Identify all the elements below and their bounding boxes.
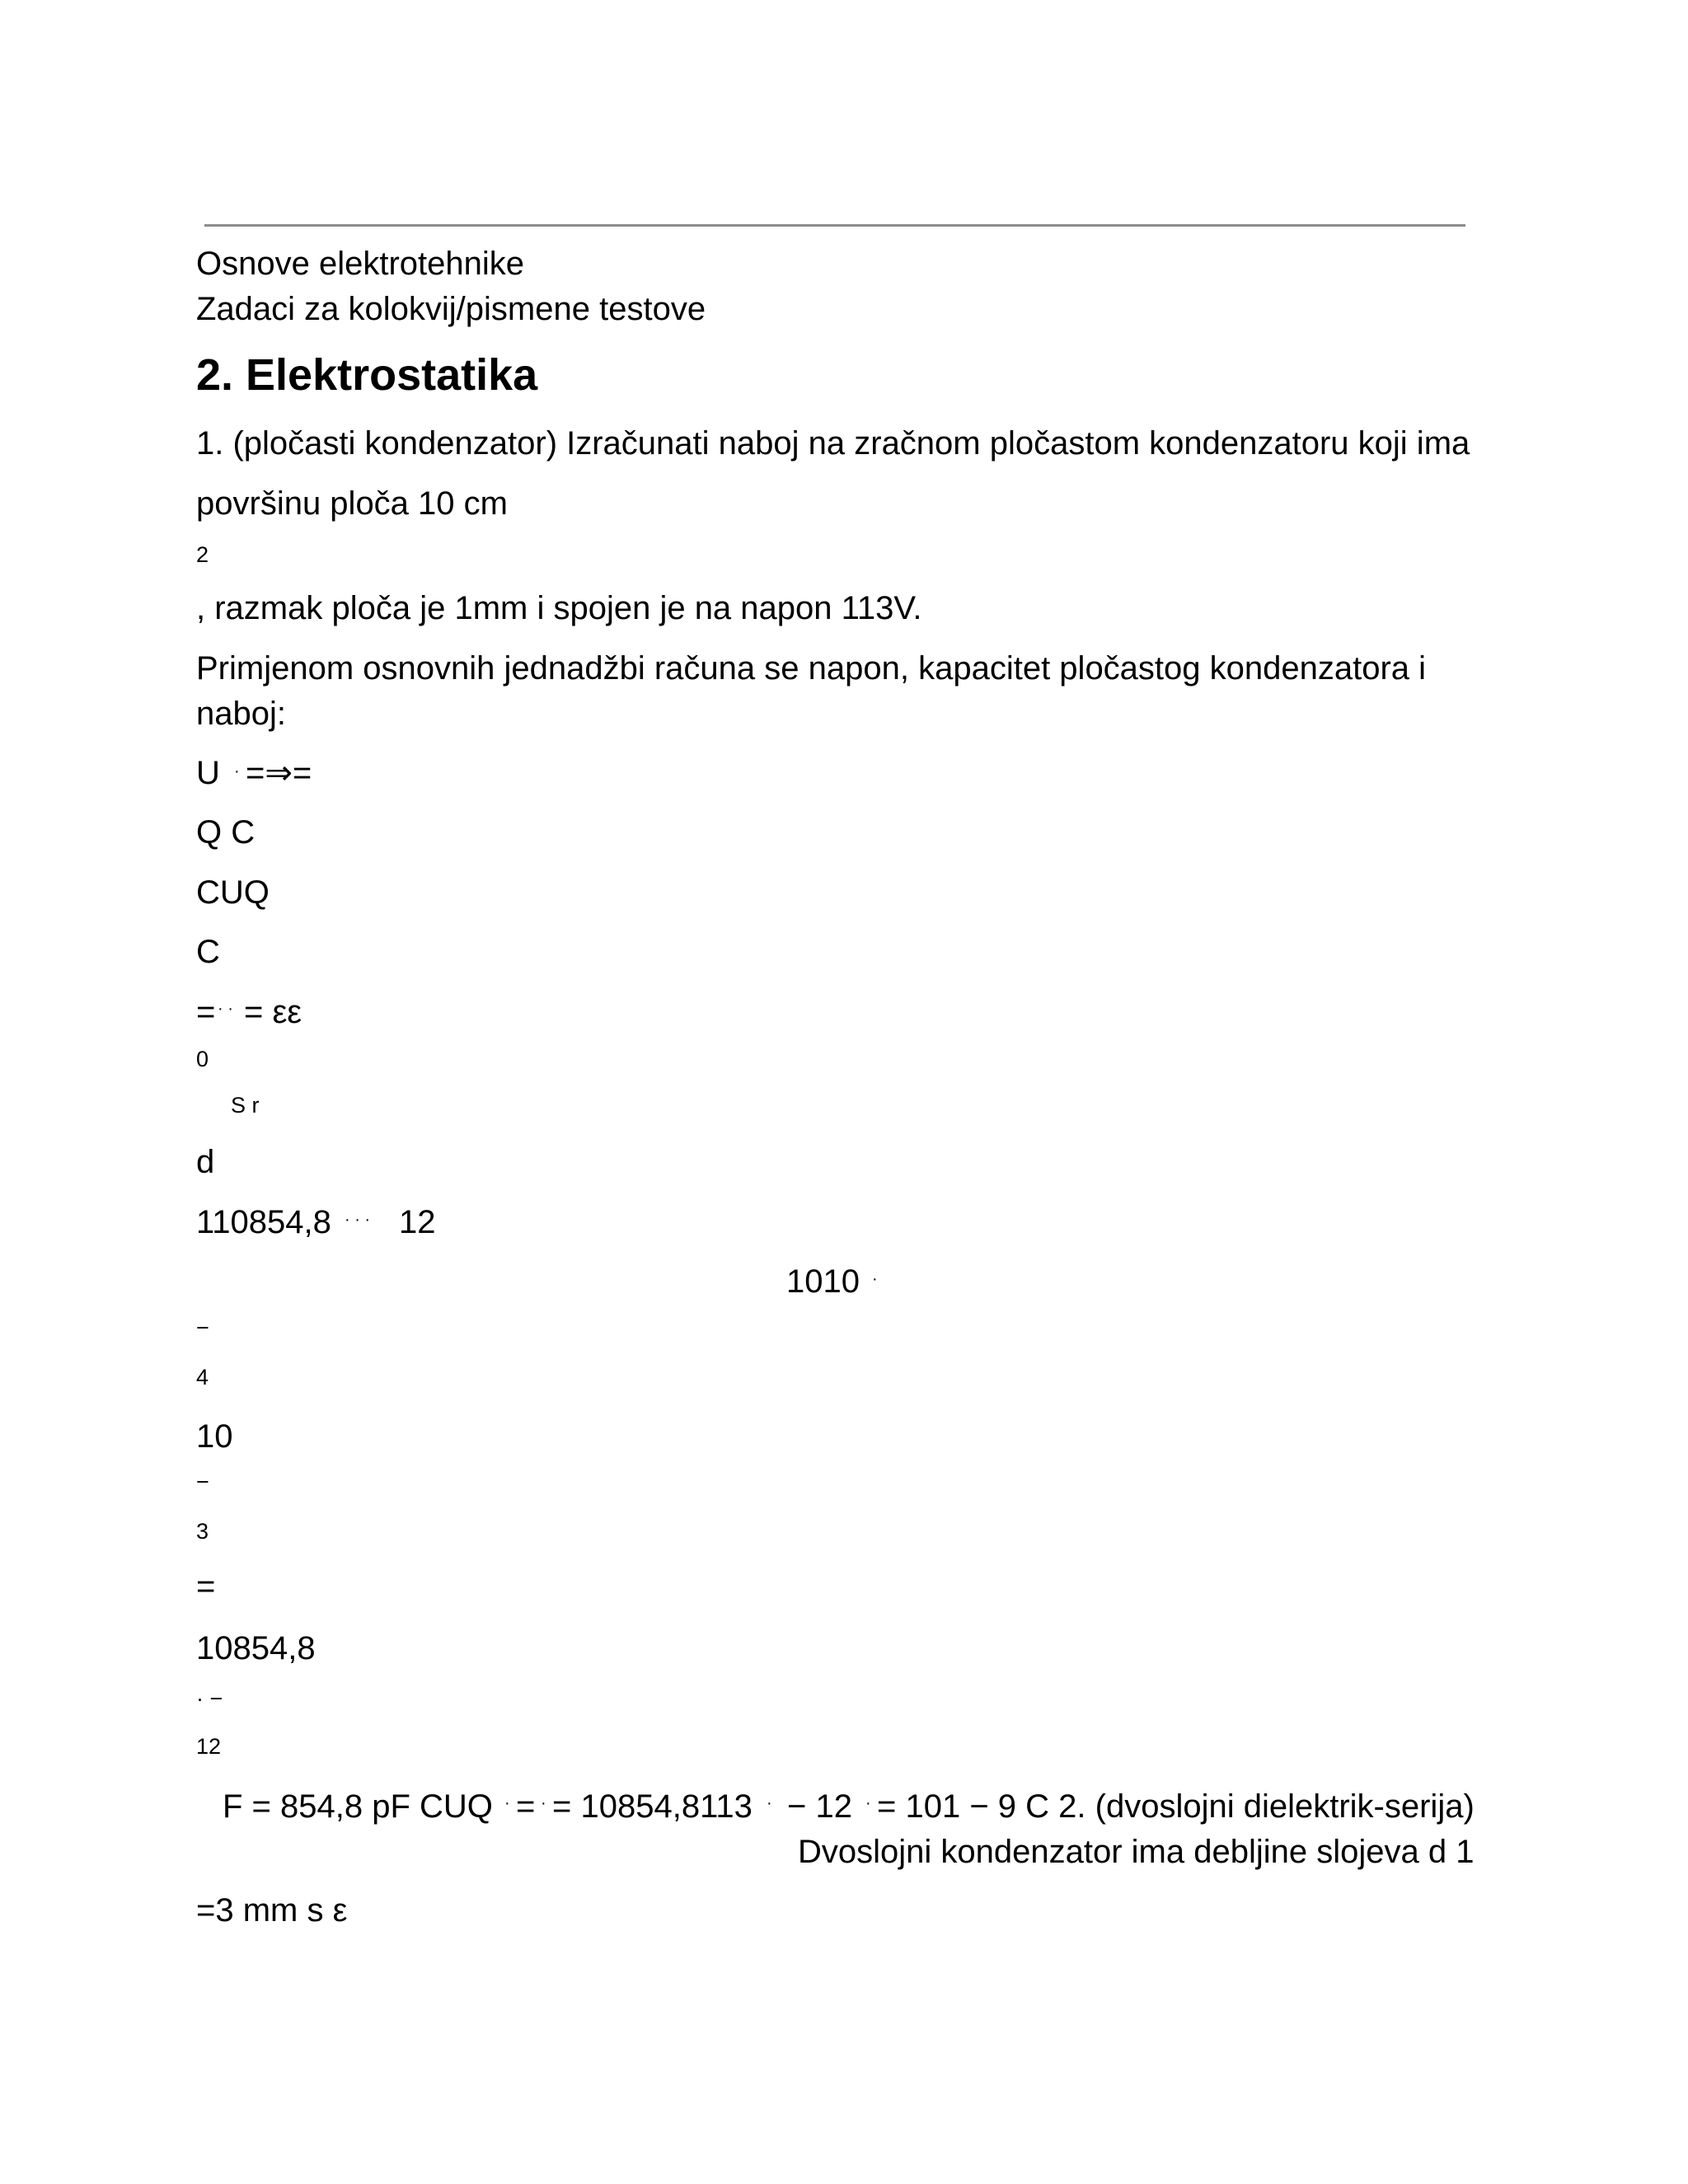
result-dot-4: · bbox=[865, 1794, 871, 1812]
formula-d: d bbox=[196, 1144, 215, 1180]
calc-exponent: 12 bbox=[399, 1204, 436, 1240]
problem-2-line-1: Dvoslojni kondenzator ima debljine slojeva d 1 bbox=[798, 1834, 1475, 1870]
result-charge-calc: = 10854,8113 bbox=[552, 1788, 753, 1825]
formula-cuq: CUQ bbox=[196, 874, 270, 911]
calc-dots: · · · bbox=[345, 1211, 371, 1229]
problem-2-line-2: =3 mm s ε bbox=[196, 1892, 348, 1929]
formula-eq: = bbox=[196, 994, 216, 1030]
calc-1010-dot: · bbox=[872, 1270, 878, 1288]
result-capacitance: F = 854,8 pF CUQ bbox=[223, 1788, 493, 1825]
minus-sign-2: − bbox=[196, 1469, 209, 1494]
formula-dots: · · bbox=[218, 1000, 233, 1018]
result-exp: − 12 bbox=[787, 1788, 852, 1825]
problem-1-line-5: naboj: bbox=[196, 696, 286, 732]
section-heading: 2. Elektrostatika bbox=[196, 350, 538, 400]
formula-implies: =⇒= bbox=[246, 755, 312, 791]
formula-s-r: S r bbox=[231, 1093, 260, 1118]
problem-1-line-4: Primjenom osnovnih jednadžbi računa se napon, kapacitet pločastog kondenzatora i bbox=[196, 650, 1427, 687]
formula-qc: Q C bbox=[196, 814, 256, 851]
problem-1-line-3: , razmak ploča je 1mm i spojen je na napon 113V. bbox=[196, 590, 922, 626]
subscript-0: 0 bbox=[196, 1047, 209, 1071]
header-rule bbox=[204, 224, 1465, 227]
result-dot-2: · bbox=[541, 1794, 546, 1812]
formula-dot: · bbox=[234, 762, 240, 780]
result-dot-3: · bbox=[767, 1794, 772, 1812]
problem-1-line-1: 1. (pločasti kondenzator) Izračunati naboj na zračnom pločastom kondenzatoru koji ima bbox=[196, 425, 1470, 462]
document-subtitle: Zadaci za kolokvij/pismene testove bbox=[196, 291, 706, 327]
exponent-4: 4 bbox=[196, 1365, 209, 1390]
formula-u: U bbox=[196, 755, 220, 791]
superscript-2: 2 bbox=[196, 542, 209, 567]
calc-1010: 1010 bbox=[786, 1263, 860, 1300]
minus-sign: − bbox=[196, 1315, 209, 1340]
exponent-12: 12 bbox=[196, 1734, 222, 1759]
calc-value: 110854,8 bbox=[196, 1204, 331, 1240]
formula-c: C bbox=[196, 934, 220, 970]
problem-1-line-2: površinu ploča 10 cm bbox=[196, 485, 508, 522]
course-title: Osnove elektrotehnike bbox=[196, 246, 525, 282]
equals-sign: = bbox=[196, 1568, 216, 1605]
formula-epsilon: = εε bbox=[244, 994, 302, 1030]
value-10: 10 bbox=[196, 1418, 233, 1455]
result-eq-1: = bbox=[516, 1788, 536, 1825]
value-10854: 10854,8 bbox=[196, 1630, 316, 1666]
dot-minus: · − bbox=[196, 1686, 223, 1711]
result-dot-1: · bbox=[504, 1794, 510, 1812]
result-and-problem-2-title: = 101 − 9 C 2. (dvoslojni dielektrik-serija) bbox=[877, 1788, 1475, 1825]
exponent-3: 3 bbox=[196, 1519, 209, 1544]
